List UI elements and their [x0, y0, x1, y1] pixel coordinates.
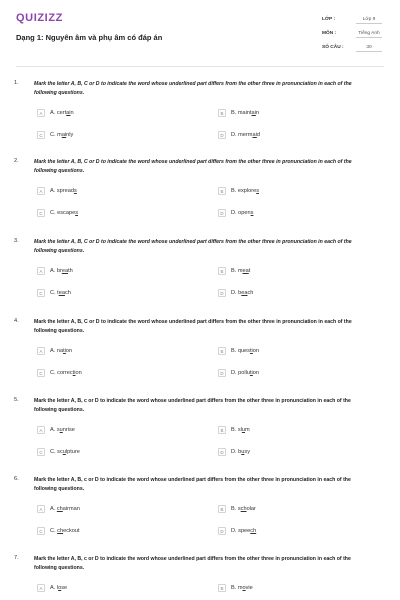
answer-option-a[interactable] [37, 347, 197, 357]
option-text: A. spreads [50, 188, 77, 194]
meta-label: SỐ CÂU : [322, 45, 344, 50]
meta-value: 30 [356, 45, 382, 52]
answer-option-c[interactable] [37, 289, 197, 299]
question-text: Mark the letter A, B, c or D to indicate the word whose underlined part differs from the other three in pronunciation in each of the following questions. [34, 556, 351, 571]
underlined-part: ea [242, 268, 249, 274]
worksheet-header [0, 0, 400, 68]
underlined-part: ai [252, 132, 257, 138]
option-text: B. meat [231, 268, 251, 274]
underlined-part: ai [61, 132, 67, 138]
answer-option-a[interactable] [37, 267, 197, 277]
underlined-part: s [250, 210, 254, 216]
underlined-part: ea [61, 268, 69, 274]
option-text: C. checkout [50, 528, 80, 534]
option-text: A. chairman [50, 506, 80, 512]
answer-option-b[interactable] [218, 505, 378, 515]
option-text: D. opens [231, 210, 254, 216]
option-letter-box: C [37, 527, 45, 535]
question-number: 1. [14, 80, 19, 86]
option-letter-box: C [37, 448, 45, 456]
quizizz-logo: QUIZIZZ [16, 12, 63, 24]
question-text: Mark the letter A, B, C or D to indicate the word whose underlined part differs from the other three in pronunciation in each of the following questions. [34, 239, 352, 254]
answer-option-a[interactable] [37, 426, 197, 436]
answer-option-d[interactable] [218, 131, 378, 141]
underlined-part: ch [56, 506, 63, 512]
question-text: Mark the letter A, B, C or D to indicate the word whose underlined part differs from the other three in pronunciation in each of the following questions. [34, 81, 352, 96]
underlined-part: o [58, 585, 62, 591]
question-number: 6. [14, 476, 19, 482]
option-text: B. question [231, 348, 260, 354]
answer-option-b[interactable] [218, 187, 378, 197]
option-letter-box: D [218, 448, 226, 456]
underlined-part: ch [57, 528, 64, 534]
question-text: Mark the letter A, B, c or D to indicate the word whose underlined part differs from the other three in pronunciation in each of the following questions. [34, 477, 351, 492]
underlined-part: ai [251, 110, 256, 116]
option-letter-box: B [218, 109, 226, 117]
option-text: B. maintain [231, 110, 260, 116]
option-text: A. nation [50, 348, 73, 354]
option-letter-box: B [218, 267, 226, 275]
answer-option-b[interactable] [218, 426, 378, 436]
underlined-part: ti [63, 348, 66, 354]
option-letter-box: B [218, 584, 226, 592]
underlined-part: u [241, 427, 246, 433]
page-title: Dạng 1: Nguyên âm và phụ âm có đáp án [16, 33, 163, 42]
underlined-part: s [73, 188, 77, 194]
option-letter-box: C [37, 131, 45, 139]
option-text: D. speech [231, 528, 257, 534]
meta-label: MÔN : [322, 31, 337, 36]
question-text: Mark the letter A, B, C or D to indicate the word whose underlined part differs from the other three in pronunciation in each of the following questions. [34, 159, 352, 174]
answer-option-b[interactable] [218, 347, 378, 357]
underlined-part: o [242, 585, 246, 591]
underlined-part: ai [66, 110, 71, 116]
answer-option-d[interactable] [218, 209, 378, 219]
answer-option-d[interactable] [218, 527, 378, 537]
meta-value: Lớp 9 [356, 17, 382, 24]
underlined-part: u [241, 449, 245, 455]
meta-row-subject [322, 29, 394, 43]
answer-option-d[interactable] [218, 289, 378, 299]
header-divider [16, 66, 384, 67]
answer-option-b[interactable] [218, 109, 378, 119]
option-letter-box: B [218, 426, 226, 434]
option-text: B. scholar [231, 506, 256, 512]
question-text: Mark the letter A, B, c or D to indicate the word whose underlined part differs from the other three in pronunciation in each of the following questions. [34, 398, 351, 413]
question-number: 2. [14, 158, 19, 164]
option-text: C. correction [50, 370, 82, 376]
question-number: 4. [14, 318, 19, 324]
option-letter-box: B [218, 347, 226, 355]
option-text: C. escapes [50, 210, 78, 216]
option-letter-box: A [37, 109, 45, 117]
option-text: C. teach [50, 290, 71, 296]
option-letter-box: A [37, 426, 45, 434]
option-letter-box: D [218, 131, 226, 139]
option-text: A. lose [50, 585, 68, 591]
underlined-part: u [62, 449, 66, 455]
question-text: Mark the letter A, B, C or D to indicate the word whose underlined part differs from the other three in pronunciation in each of the following questions. [34, 319, 352, 334]
option-text: C. sculpture [50, 449, 80, 455]
option-text: D. beach [231, 290, 254, 296]
answer-option-c[interactable] [37, 369, 197, 379]
option-letter-box: C [37, 289, 45, 297]
meta-info [322, 15, 394, 57]
answer-option-a[interactable] [37, 584, 197, 594]
underlined-part: u [59, 427, 63, 433]
option-text: D. mermaid [231, 132, 260, 138]
underlined-part: ti [249, 348, 253, 354]
option-letter-box: A [37, 584, 45, 592]
option-letter-box: D [218, 527, 226, 535]
question-number: 5. [14, 397, 19, 403]
option-letter-box: B [218, 505, 226, 513]
option-letter-box: C [37, 209, 45, 217]
meta-value: Tiếng Anh [356, 31, 382, 38]
option-text: B. explores [231, 188, 259, 194]
option-letter-box: D [218, 209, 226, 217]
option-letter-box: A [37, 267, 45, 275]
answer-option-d[interactable] [218, 369, 378, 379]
underlined-part: ea [58, 290, 65, 296]
underlined-part: ch [250, 528, 257, 534]
option-letter-box: D [218, 289, 226, 297]
option-text: B. movie [231, 585, 253, 591]
underlined-part: s [256, 188, 259, 194]
question-number: 7. [14, 555, 19, 561]
option-letter-box: A [37, 505, 45, 513]
option-text: C. mainly [50, 132, 74, 138]
answer-option-b[interactable] [218, 267, 378, 277]
answer-option-c[interactable] [37, 131, 197, 141]
option-text: A. breath [50, 268, 73, 274]
answer-option-c[interactable] [37, 448, 197, 458]
underlined-part: ea [241, 290, 248, 296]
option-letter-box: A [37, 347, 45, 355]
option-text: D. busy [231, 449, 250, 455]
option-letter-box: A [37, 187, 45, 195]
option-letter-box: D [218, 369, 226, 377]
option-letter-box: C [37, 369, 45, 377]
answer-option-c[interactable] [37, 209, 197, 219]
option-letter-box: B [218, 187, 226, 195]
answer-option-a[interactable] [37, 109, 197, 119]
answer-option-b[interactable] [218, 584, 378, 594]
option-text: A. sunrise [50, 427, 75, 433]
option-text: D. pollution [231, 370, 259, 376]
underlined-part: ti [249, 370, 253, 376]
meta-row-grade [322, 15, 394, 29]
answer-option-d[interactable] [218, 448, 378, 458]
meta-label: LỚP : [322, 17, 336, 22]
option-text: A. certain [50, 110, 74, 116]
answer-option-a[interactable] [37, 505, 197, 515]
answer-option-c[interactable] [37, 527, 197, 537]
option-text: B. slum [231, 427, 250, 433]
meta-row-count [322, 43, 394, 57]
underlined-part: ch [240, 506, 247, 512]
question-number: 3. [14, 238, 19, 244]
underlined-part: s [75, 210, 78, 216]
underlined-part: ti [72, 370, 76, 376]
answer-option-a[interactable] [37, 187, 197, 197]
